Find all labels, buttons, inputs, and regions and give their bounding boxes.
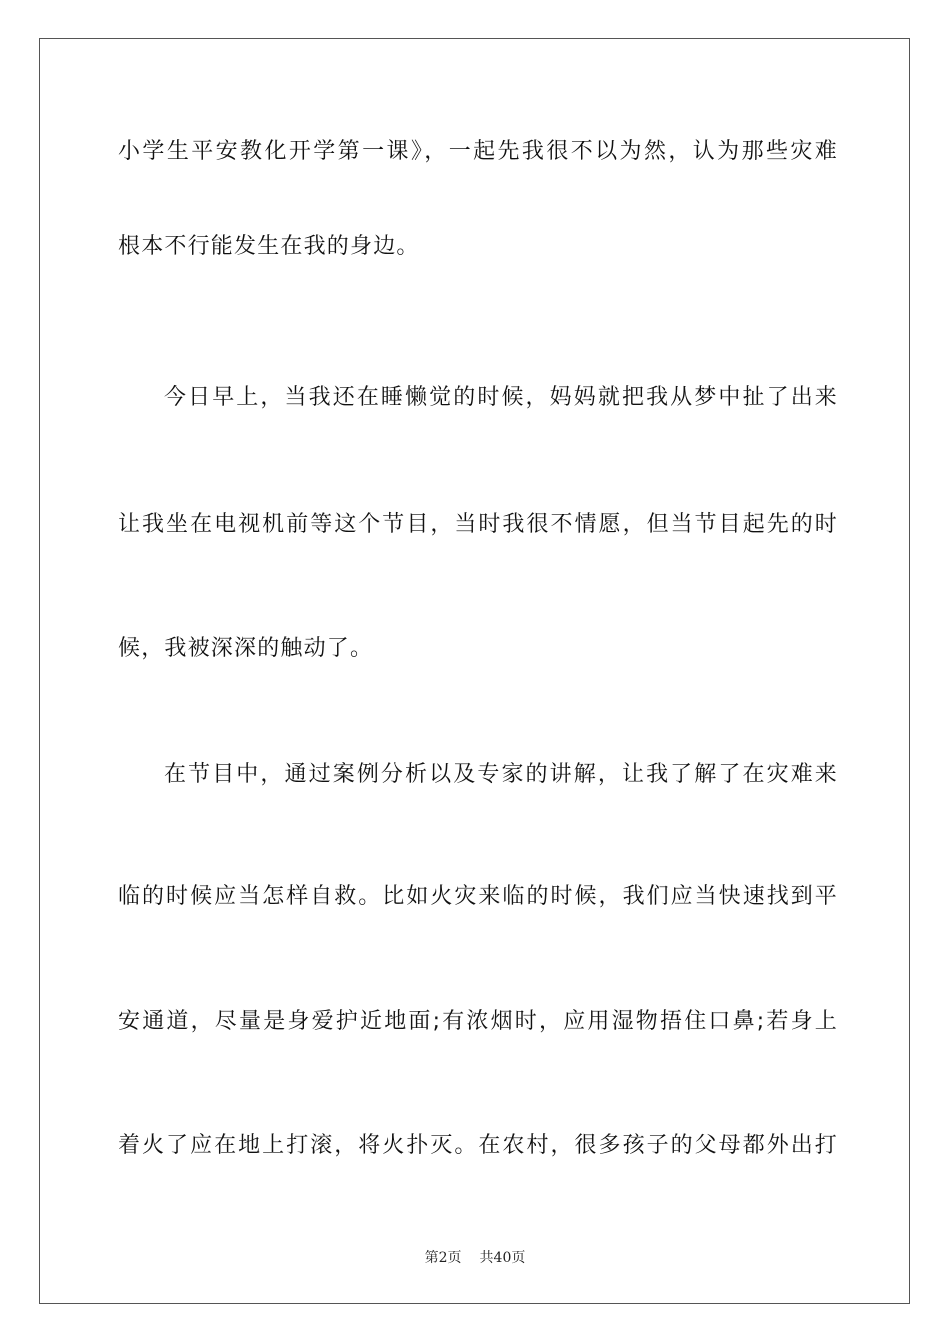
page-number: 第2页	[424, 1250, 462, 1266]
page-border	[39, 38, 910, 1304]
text-line-3: 今日早上，当我还在睡懒觉的时候，妈妈就把我从梦中扯了出来	[164, 385, 838, 410]
text-line-5: 候，我被深深的触动了。	[118, 636, 374, 661]
page-total: 共40页	[479, 1250, 526, 1266]
page-footer	[0, 1247, 950, 1267]
text-line-9: 着火了应在地上打滚，将火扑灭。在农村，很多孩子的父母都外出打	[118, 1133, 838, 1158]
text-line-7: 临的时候应当怎样自救。比如火灾来临的时候，我们应当快速找到平	[118, 884, 838, 909]
text-line-1: 小学生平安教化开学第一课》，一起先我很不以为然，认为那些灾难	[118, 139, 838, 164]
text-line-4: 让我坐在电视机前等这个节目，当时我很不情愿，但当节目起先的时	[118, 512, 838, 537]
text-line-8: 安通道，尽量是身爱护近地面;有浓烟时，应用湿物捂住口鼻;若身上	[118, 1009, 838, 1034]
text-line-2: 根本不行能发生在我的身边。	[118, 234, 420, 259]
text-line-6: 在节目中，通过案例分析以及专家的讲解，让我了解了在灾难来	[164, 762, 838, 787]
